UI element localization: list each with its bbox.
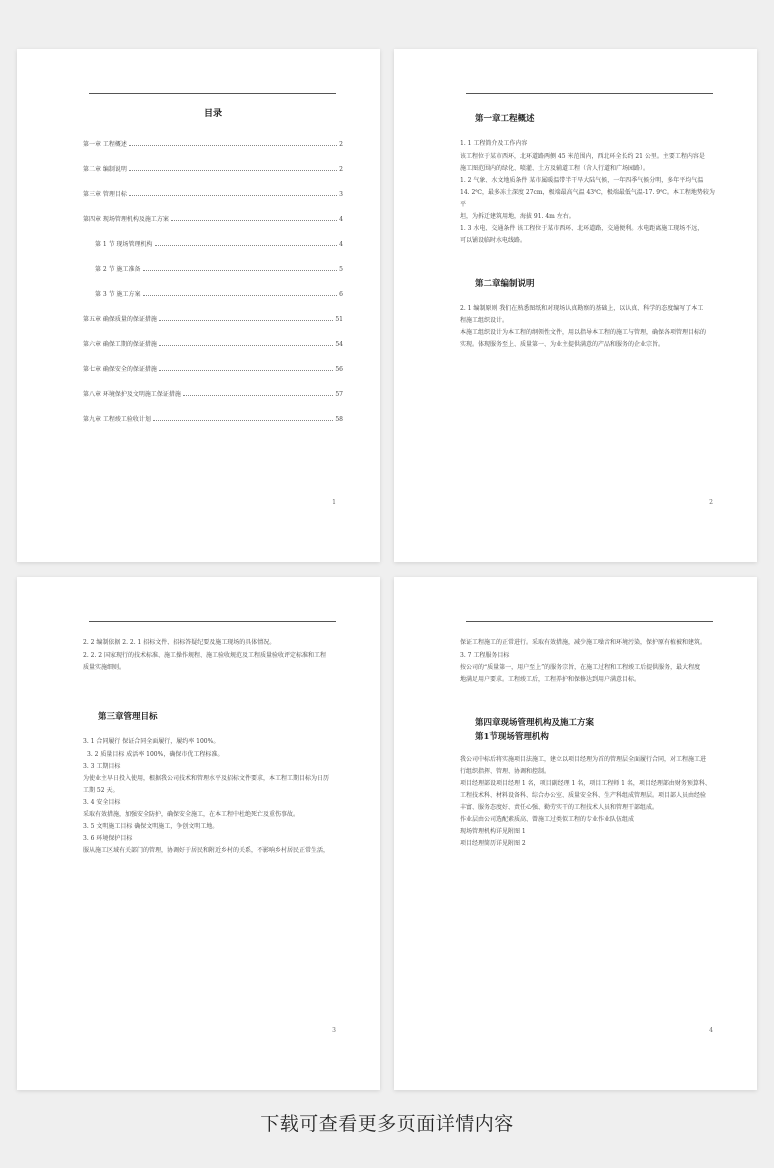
toc-entry-label: 第六章 确保工期的保证措施 xyxy=(83,341,157,348)
document-page-2 xyxy=(394,49,757,562)
toc-entry-label: 第三章 管理目标 xyxy=(83,191,127,198)
toc-leader-dots xyxy=(153,415,333,421)
paragraph: 2. 1 编制原则 我们在熟悉图纸和对现场认真勘察的基础上，以认真、科学的态度编写了本工 xyxy=(460,305,704,312)
paragraph: 3. 7 工程服务目标 xyxy=(460,652,510,659)
download-more-caption: 下载可查看更多页面详情内容 xyxy=(260,1113,514,1135)
toc-entry[interactable] xyxy=(83,390,343,415)
toc-leader-dots xyxy=(143,290,338,296)
paragraph: 程施工组织设计。 xyxy=(460,317,509,324)
header-rule xyxy=(466,621,713,622)
paragraph: 1. 1 工程简介及工作内容 xyxy=(460,140,528,147)
toc-entry[interactable] xyxy=(83,290,343,315)
paragraph: 质量实施细则。 xyxy=(83,664,126,671)
toc-title: 目录 xyxy=(203,109,222,119)
toc-leader-dots xyxy=(159,315,333,321)
toc-entry-page: 58 xyxy=(335,416,343,423)
document-page-3 xyxy=(17,577,380,1090)
chapter-title: 第一章工程概述 xyxy=(475,114,535,124)
paragraph: 按公司的“质量第一，用户至上”的服务宗旨，在施工过程和工程竣工后提供服务，最大程度 xyxy=(460,664,701,671)
toc-entry-label: 第七章 确保安全的保证措施 xyxy=(83,366,157,373)
toc-entry[interactable] xyxy=(83,315,343,340)
toc xyxy=(83,107,343,440)
toc-entry-page: 51 xyxy=(335,316,343,323)
paragraph: 丰富、服务态度好、责任心强、勤劳实干的工程技术人员和管理干部组成。 xyxy=(460,804,659,811)
section-title: 第1节现场管理机构 xyxy=(475,732,549,742)
toc-entry-page: 2 xyxy=(339,141,343,148)
paragraph: 实现。体现服务至上、质量第一、为业主提供满意的产品和服务的企业宗旨。 xyxy=(460,341,665,348)
header-rule xyxy=(466,93,713,94)
paragraph: 14. 2℃，最多冻土深度 27cm，极端最高气温 43℃，极端最低气温-17. 9℃。本工程地势较为平 xyxy=(460,189,715,208)
page-number: 1 xyxy=(332,499,336,506)
chapter-title: 第三章管理目标 xyxy=(98,712,158,722)
paragraph: 工期 52 天。 xyxy=(83,787,119,794)
toc-entry[interactable] xyxy=(83,265,343,290)
toc-entry-label: 第 3 节 施工方案 xyxy=(95,291,141,298)
document-page-4 xyxy=(394,577,757,1090)
document-page-1 xyxy=(17,49,380,562)
toc-leader-dots xyxy=(129,165,337,171)
paragraph: 坦，为拆迁建筑用地，海拔 91. 4m 左右。 xyxy=(460,213,575,220)
paragraph: 我公司中标后将实施项目法施工，建立以项目经理为首的管理层全面履行合同，对工程施工进 xyxy=(460,756,707,763)
paragraph: 1. 2 气象、水文地质条件 某市属暖温带半干旱大陆气候，一年四季气候分明，多年平均气温 xyxy=(460,177,704,184)
paragraph: 本施工组织设计为本工程的纲领性文件，用以指导本工程的施工与管理，确保各项管理目标的 xyxy=(460,329,707,336)
paragraph: 可以铺设临时水电线路。 xyxy=(460,237,527,244)
page-content xyxy=(460,637,720,850)
paragraph: 保证工程施工的正常进行。采取有效措施，减少施工噪音和环境污染，保护原有植被和建筑。 xyxy=(460,639,707,646)
paragraph: 为使业主早日投入使用，根据我公司技术和管理水平及招标文件要求，本工程工期目标为日历 xyxy=(83,775,330,782)
toc-leader-dots xyxy=(159,365,333,371)
paragraph: 3. 5 文明施工目标 确保文明施工，争创文明工地。 xyxy=(83,823,219,830)
toc-leader-dots xyxy=(183,390,333,396)
toc-entry[interactable] xyxy=(83,140,343,165)
page-content xyxy=(83,637,343,857)
toc-entry-label: 第 2 节 施工准备 xyxy=(95,266,141,273)
toc-entry-label: 第五章 确保质量的保证措施 xyxy=(83,316,157,323)
toc-entry-page: 6 xyxy=(339,291,343,298)
toc-entry[interactable] xyxy=(83,215,343,240)
toc-entry[interactable] xyxy=(83,415,343,440)
header-rule xyxy=(89,621,336,622)
toc-entry-page: 5 xyxy=(339,266,343,273)
toc-leader-dots xyxy=(155,240,338,246)
paragraph: 该工程位于某市西环，北环道路两侧 45 米范围内，西北环全长约 21 公里。主要工程内容是 xyxy=(460,153,705,160)
toc-entry[interactable] xyxy=(83,340,343,365)
paragraph: 项目经理简历详见附图 2 xyxy=(460,840,526,847)
page-number: 3 xyxy=(332,1027,336,1034)
chapter-title: 第四章现场管理机构及施工方案 xyxy=(475,718,595,728)
paragraph: 3. 3 工期目标 xyxy=(83,763,121,770)
paragraph: 采取有效措施，加强安全防护，确保安全施工，在本工程中杜绝死亡及重伤事故。 xyxy=(83,811,300,818)
toc-entry-label: 第九章 工程竣工验收计划 xyxy=(83,416,151,423)
paragraph: 施工图范围内的绿化、喷灌、土方及辅道工程（含人行道和广场园路）。 xyxy=(460,165,650,172)
chapter-title: 第二章编制说明 xyxy=(475,279,535,289)
toc-leader-dots xyxy=(159,340,333,346)
toc-entry-page: 56 xyxy=(335,366,343,373)
toc-entry[interactable] xyxy=(83,365,343,390)
paragraph: 工程技术科、材料设备科、综合办公室、质量安全科、生产科组成管理层。项目部人员由经验 xyxy=(460,792,707,799)
toc-entry-label: 第一章 工程概述 xyxy=(83,141,127,148)
paragraph: 2. 2. 2 国家现行的技术标准、施工操作规程、施工验收规范及工程质量验收评定标准和工程 xyxy=(83,652,326,659)
toc-entry-page: 3 xyxy=(339,191,343,198)
toc-entry-page: 4 xyxy=(339,216,343,223)
toc-entry[interactable] xyxy=(83,240,343,265)
paragraph: 行组织指挥、管理、协调和控制。 xyxy=(460,768,551,775)
toc-entry[interactable] xyxy=(83,190,343,215)
paragraph: 2. 2 编制依据 2. 2. 1 招标文件、招标答疑纪要及施工现场的具体情况。 xyxy=(83,639,276,646)
toc-leader-dots xyxy=(143,265,338,271)
page-content xyxy=(460,112,720,351)
toc-leader-dots xyxy=(129,190,337,196)
header-rule xyxy=(89,93,336,94)
paragraph: 3. 2 质量目标 成活率 100%，确保市优工程标准。 xyxy=(87,751,224,758)
paragraph: 地满足用户要求。工程竣工后，工程养护和保修达到用户满意目标。 xyxy=(460,676,641,683)
toc-leader-dots xyxy=(171,215,337,221)
page-number: 2 xyxy=(709,499,713,506)
toc-entry-page: 54 xyxy=(335,341,343,348)
paragraph: 现场管理机构详见附图 1 xyxy=(460,828,526,835)
toc-entry-label: 第四章 现场管理机构及施工方案 xyxy=(83,216,169,223)
toc-entry[interactable] xyxy=(83,165,343,190)
paragraph: 作业层由公司选配素质高、曾施工过类似工程的专业作业队伍组成 xyxy=(460,816,635,823)
toc-entry-label: 第八章 环境保护及文明施工保证措施 xyxy=(83,391,181,398)
paragraph: 1. 3 水电、交通条件 该工程位于某市西环、北环道路，交通便利。水电距离施工现场不远， xyxy=(460,225,704,232)
toc-entry-page: 2 xyxy=(339,166,343,173)
paragraph: 项目经理部设项目经理 1 名，项目副经理 1 名，项目工程师 1 名，项目经理部由财务预算科、 xyxy=(460,780,711,787)
paragraph: 3. 1 合同履行 保证合同全面履行，履约率 100%。 xyxy=(83,738,220,745)
paragraph: 服从施工区域有关部门的管理，协调好于居民和附近乡村的关系，不影响乡村居民正常生活， xyxy=(83,847,330,854)
toc-leader-dots xyxy=(129,140,337,146)
toc-entry-label: 第 1 节 现场管理机构 xyxy=(95,241,153,248)
toc-entry-label: 第二章 编制说明 xyxy=(83,166,127,173)
page-number: 4 xyxy=(709,1027,713,1034)
paragraph: 3. 6 环境保护目标 xyxy=(83,835,133,842)
toc-entry-page: 57 xyxy=(335,391,343,398)
toc-entry-page: 4 xyxy=(339,241,343,248)
paragraph: 3. 4 安全目标 xyxy=(83,799,121,806)
